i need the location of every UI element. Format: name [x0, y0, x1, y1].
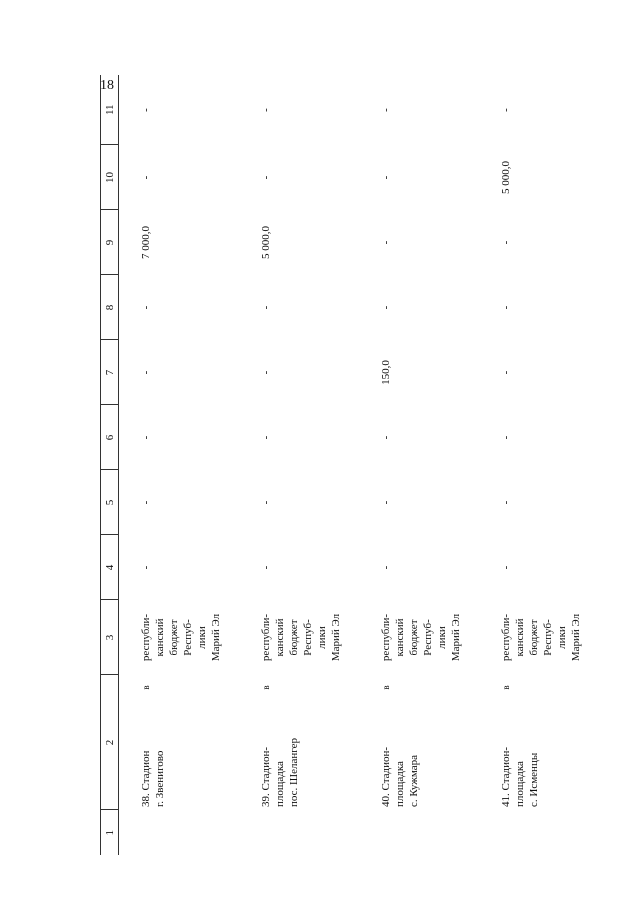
row-cell-col1 [479, 810, 599, 855]
value-cell-col8: - [260, 305, 272, 310]
funding-source-cell [479, 600, 599, 675]
budget-table [100, 75, 599, 855]
page-number: 18 [100, 78, 114, 93]
source-line: лики [196, 626, 208, 649]
object-line: пос. Шелангер [288, 737, 300, 807]
object-line: г. Звенигово [154, 750, 166, 807]
source-line: бюджет [528, 619, 540, 656]
source-line: Марий Эл [450, 613, 462, 662]
header-row [101, 75, 119, 855]
marker-cell: в [261, 685, 271, 690]
column-header-2: 2 [101, 675, 119, 810]
value-cell-col7: - [500, 370, 512, 375]
funding-source-cell [119, 600, 240, 675]
value-cell-col9: 7 000,0 [140, 226, 152, 259]
value-cell-col9: - [380, 240, 392, 245]
source-line: Респуб- [542, 619, 554, 656]
table-row [359, 75, 479, 855]
source-line: канский [514, 618, 526, 657]
column-header-4: 4 [101, 535, 119, 600]
column-header-11: 11 [101, 75, 119, 145]
source-line: канский [154, 618, 166, 657]
object-name-cell [359, 700, 479, 810]
value-cell-col11: - [260, 108, 272, 112]
value-cell-col11: - [140, 108, 152, 112]
value-cell-col5: - [380, 500, 392, 505]
source-line: Респуб- [302, 619, 314, 656]
source-line: лики [316, 626, 328, 649]
column-header-3: 3 [101, 600, 119, 675]
source-line: республи- [500, 613, 512, 662]
object-line: с. Кужмара [408, 755, 420, 807]
column-header-8: 8 [101, 275, 119, 340]
object-name-cell [239, 700, 359, 810]
object-line: 38. Стадион [140, 750, 152, 807]
value-cell-col4: - [500, 565, 512, 570]
row-cell-col1 [239, 810, 359, 855]
value-cell-col6: - [260, 435, 272, 440]
value-cell-col6: - [140, 435, 152, 440]
value-cell-col7: 150,0 [380, 360, 392, 385]
source-line: канский [394, 618, 406, 657]
value-cell-col7: - [140, 370, 152, 375]
object-name-cell [479, 700, 599, 810]
row-cell-col1 [119, 810, 240, 855]
source-line: бюджет [168, 619, 180, 656]
table-row [239, 75, 359, 855]
source-line: лики [556, 626, 568, 649]
funding-source-cell [239, 600, 359, 675]
source-line: республи- [380, 613, 392, 662]
value-cell-col4: - [140, 565, 152, 570]
object-line: 41. Стадион- [500, 746, 512, 807]
marker-cell: в [381, 685, 391, 690]
row-cell-col1 [359, 810, 479, 855]
object-line: площадка [274, 761, 286, 807]
column-header-7: 7 [101, 340, 119, 405]
funding-source-cell [359, 600, 479, 675]
marker-cell: в [501, 685, 511, 690]
value-cell-col7: - [260, 370, 272, 375]
value-cell-col8: - [500, 305, 512, 310]
table-row [119, 75, 240, 855]
source-line: лики [436, 626, 448, 649]
source-line: Марий Эл [210, 613, 222, 662]
source-line: Респуб- [422, 619, 434, 656]
value-cell-col9: 5 000,0 [260, 226, 272, 259]
source-line: республи- [140, 613, 152, 662]
column-header-6: 6 [101, 405, 119, 470]
value-cell-col6: - [500, 435, 512, 440]
object-line: 39. Стадион- [260, 746, 272, 807]
object-line: площадка [514, 761, 526, 807]
value-cell-col8: - [140, 305, 152, 310]
value-cell-col9: - [500, 240, 512, 245]
table-row [479, 75, 599, 855]
value-cell-col10: 5 000,0 [500, 161, 512, 194]
value-cell-col5: - [500, 500, 512, 505]
source-line: канский [274, 618, 286, 657]
column-header-10: 10 [101, 145, 119, 210]
value-cell-col4: - [380, 565, 392, 570]
object-line: площадка [394, 761, 406, 807]
value-cell-col10: - [140, 175, 152, 180]
rotated-table-container [100, 75, 582, 855]
value-cell-col6: - [380, 435, 392, 440]
object-name-cell [119, 700, 240, 810]
source-line: республи- [260, 613, 272, 662]
value-cell-col5: - [260, 500, 272, 505]
source-line: Марий Эл [570, 613, 582, 662]
marker-cell: в [141, 685, 151, 690]
value-cell-col11: - [500, 108, 512, 112]
source-line: бюджет [288, 619, 300, 656]
value-cell-col4: - [260, 565, 272, 570]
column-header-9: 9 [101, 210, 119, 275]
object-line: с. Исменцы [528, 752, 540, 807]
value-cell-col10: - [380, 175, 392, 180]
object-line: 40. Стадион- [380, 746, 392, 807]
column-header-1: 1 [101, 810, 119, 855]
value-cell-col8: - [380, 305, 392, 310]
source-line: Марий Эл [330, 613, 342, 662]
column-header-5: 5 [101, 470, 119, 535]
value-cell-col5: - [140, 500, 152, 505]
value-cell-col10: - [260, 175, 272, 180]
source-line: Респуб- [182, 619, 194, 656]
source-line: бюджет [408, 619, 420, 656]
value-cell-col11: - [380, 108, 392, 112]
